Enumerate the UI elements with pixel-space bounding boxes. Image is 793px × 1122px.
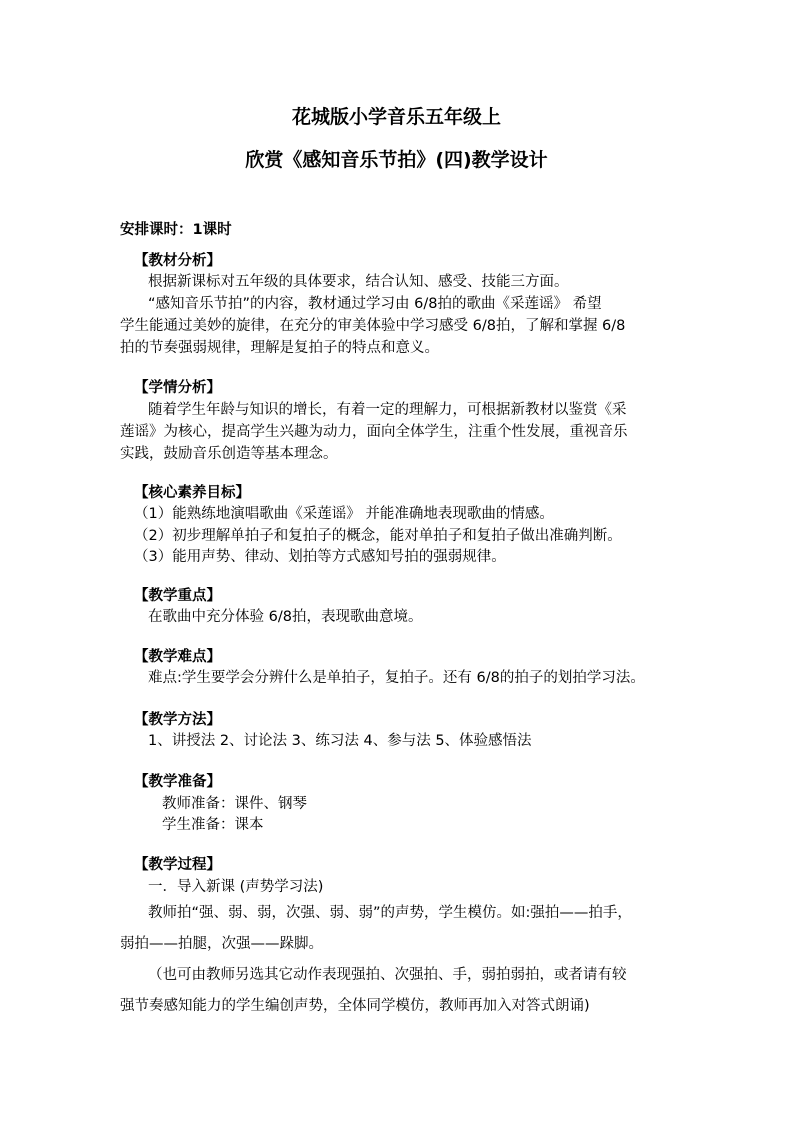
section-heading-methods: 【教学方法】 bbox=[134, 712, 221, 728]
section-heading-material: 【教材分析】 bbox=[134, 253, 221, 269]
goal-item-3: （3）能用声势、律动、划拍等方式感知号拍的强弱规律。 bbox=[134, 549, 506, 565]
section-heading-students: 【学情分析】 bbox=[134, 380, 221, 396]
section-heading-process: 【教学过程】 bbox=[134, 857, 221, 873]
preparation-student: 学生准备：课本 bbox=[162, 817, 264, 833]
goal-item-2: （2）初步理解单拍子和复拍子的概念，能对单拍子和复拍子做出准确判断。 bbox=[134, 528, 622, 544]
process-line-4: （也可由教师另选其它动作表现强拍、次强拍、手，弱拍弱拍，或者请有较 bbox=[148, 967, 627, 983]
methods-line-1: 1、讲授法 2、讨论法 3、练习法 4、参与法 5、体验感悟法 bbox=[148, 733, 532, 749]
material-line-3: 学生能通过美妙的旋律，在充分的审美体验中学习感受 6/8拍，了解和掌握 6/8 bbox=[120, 318, 626, 334]
document-title: 花城版小学音乐五年级上 bbox=[291, 106, 501, 128]
preparation-teacher: 教师准备：课件、钢琴 bbox=[162, 796, 307, 812]
document-subtitle: 欣赏《感知音乐节拍》(四)教学设计 bbox=[245, 149, 548, 171]
section-heading-difficulties: 【教学难点】 bbox=[134, 649, 221, 665]
class-hours: 安排课时：1课时 bbox=[120, 222, 232, 238]
students-line-2: 莲谣》为核心，提高学生兴趣为动力，面向全体学生，注重个性发展，重视音乐 bbox=[120, 424, 628, 440]
process-line-1: 一．导入新课 (声势学习法) bbox=[148, 879, 324, 895]
students-line-1: 随着学生年龄与知识的增长，有着一定的理解力，可根据新教材以鉴赏《采 bbox=[148, 402, 627, 418]
goal-item-1: （1）能熟练地演唱歌曲《采莲谣》 并能准确地表现歌曲的情感。 bbox=[134, 506, 554, 522]
key-points-line-1: 在歌曲中充分体验 6/8拍，表现歌曲意境。 bbox=[148, 609, 423, 625]
section-heading-goals: 【核心素养目标】 bbox=[134, 485, 250, 501]
material-line-4: 拍的节奏强弱规律，理解是复拍子的特点和意义。 bbox=[120, 340, 439, 356]
section-heading-key-points: 【教学重点】 bbox=[134, 588, 221, 604]
process-line-5: 强节奏感知能力的学生编创声势，全体同学模仿，教师再加入对答式朗诵) bbox=[120, 998, 590, 1014]
material-line-2: “感知音乐节拍”的内容，教材通过学习由 6/8拍的歌曲《采莲谣》 希望 bbox=[148, 296, 602, 312]
section-heading-preparation: 【教学准备】 bbox=[134, 774, 221, 790]
process-line-2: 教师拍“强、弱、弱，次强、弱、弱”的声势，学生模仿。如:强拍——拍手， bbox=[148, 905, 632, 921]
material-line-1: 根据新课标对五年级的具体要求，结合认知、感受、技能三方面。 bbox=[148, 274, 569, 290]
process-line-3: 弱拍——拍腿，次强——跺脚。 bbox=[120, 936, 323, 952]
difficulties-line-1: 难点:学生要学会分辨什么是单拍子，复拍子。还有 6/8的拍子的划拍学习法。 bbox=[148, 670, 645, 686]
students-line-3: 实践，鼓励音乐创造等基本理念。 bbox=[120, 446, 338, 462]
